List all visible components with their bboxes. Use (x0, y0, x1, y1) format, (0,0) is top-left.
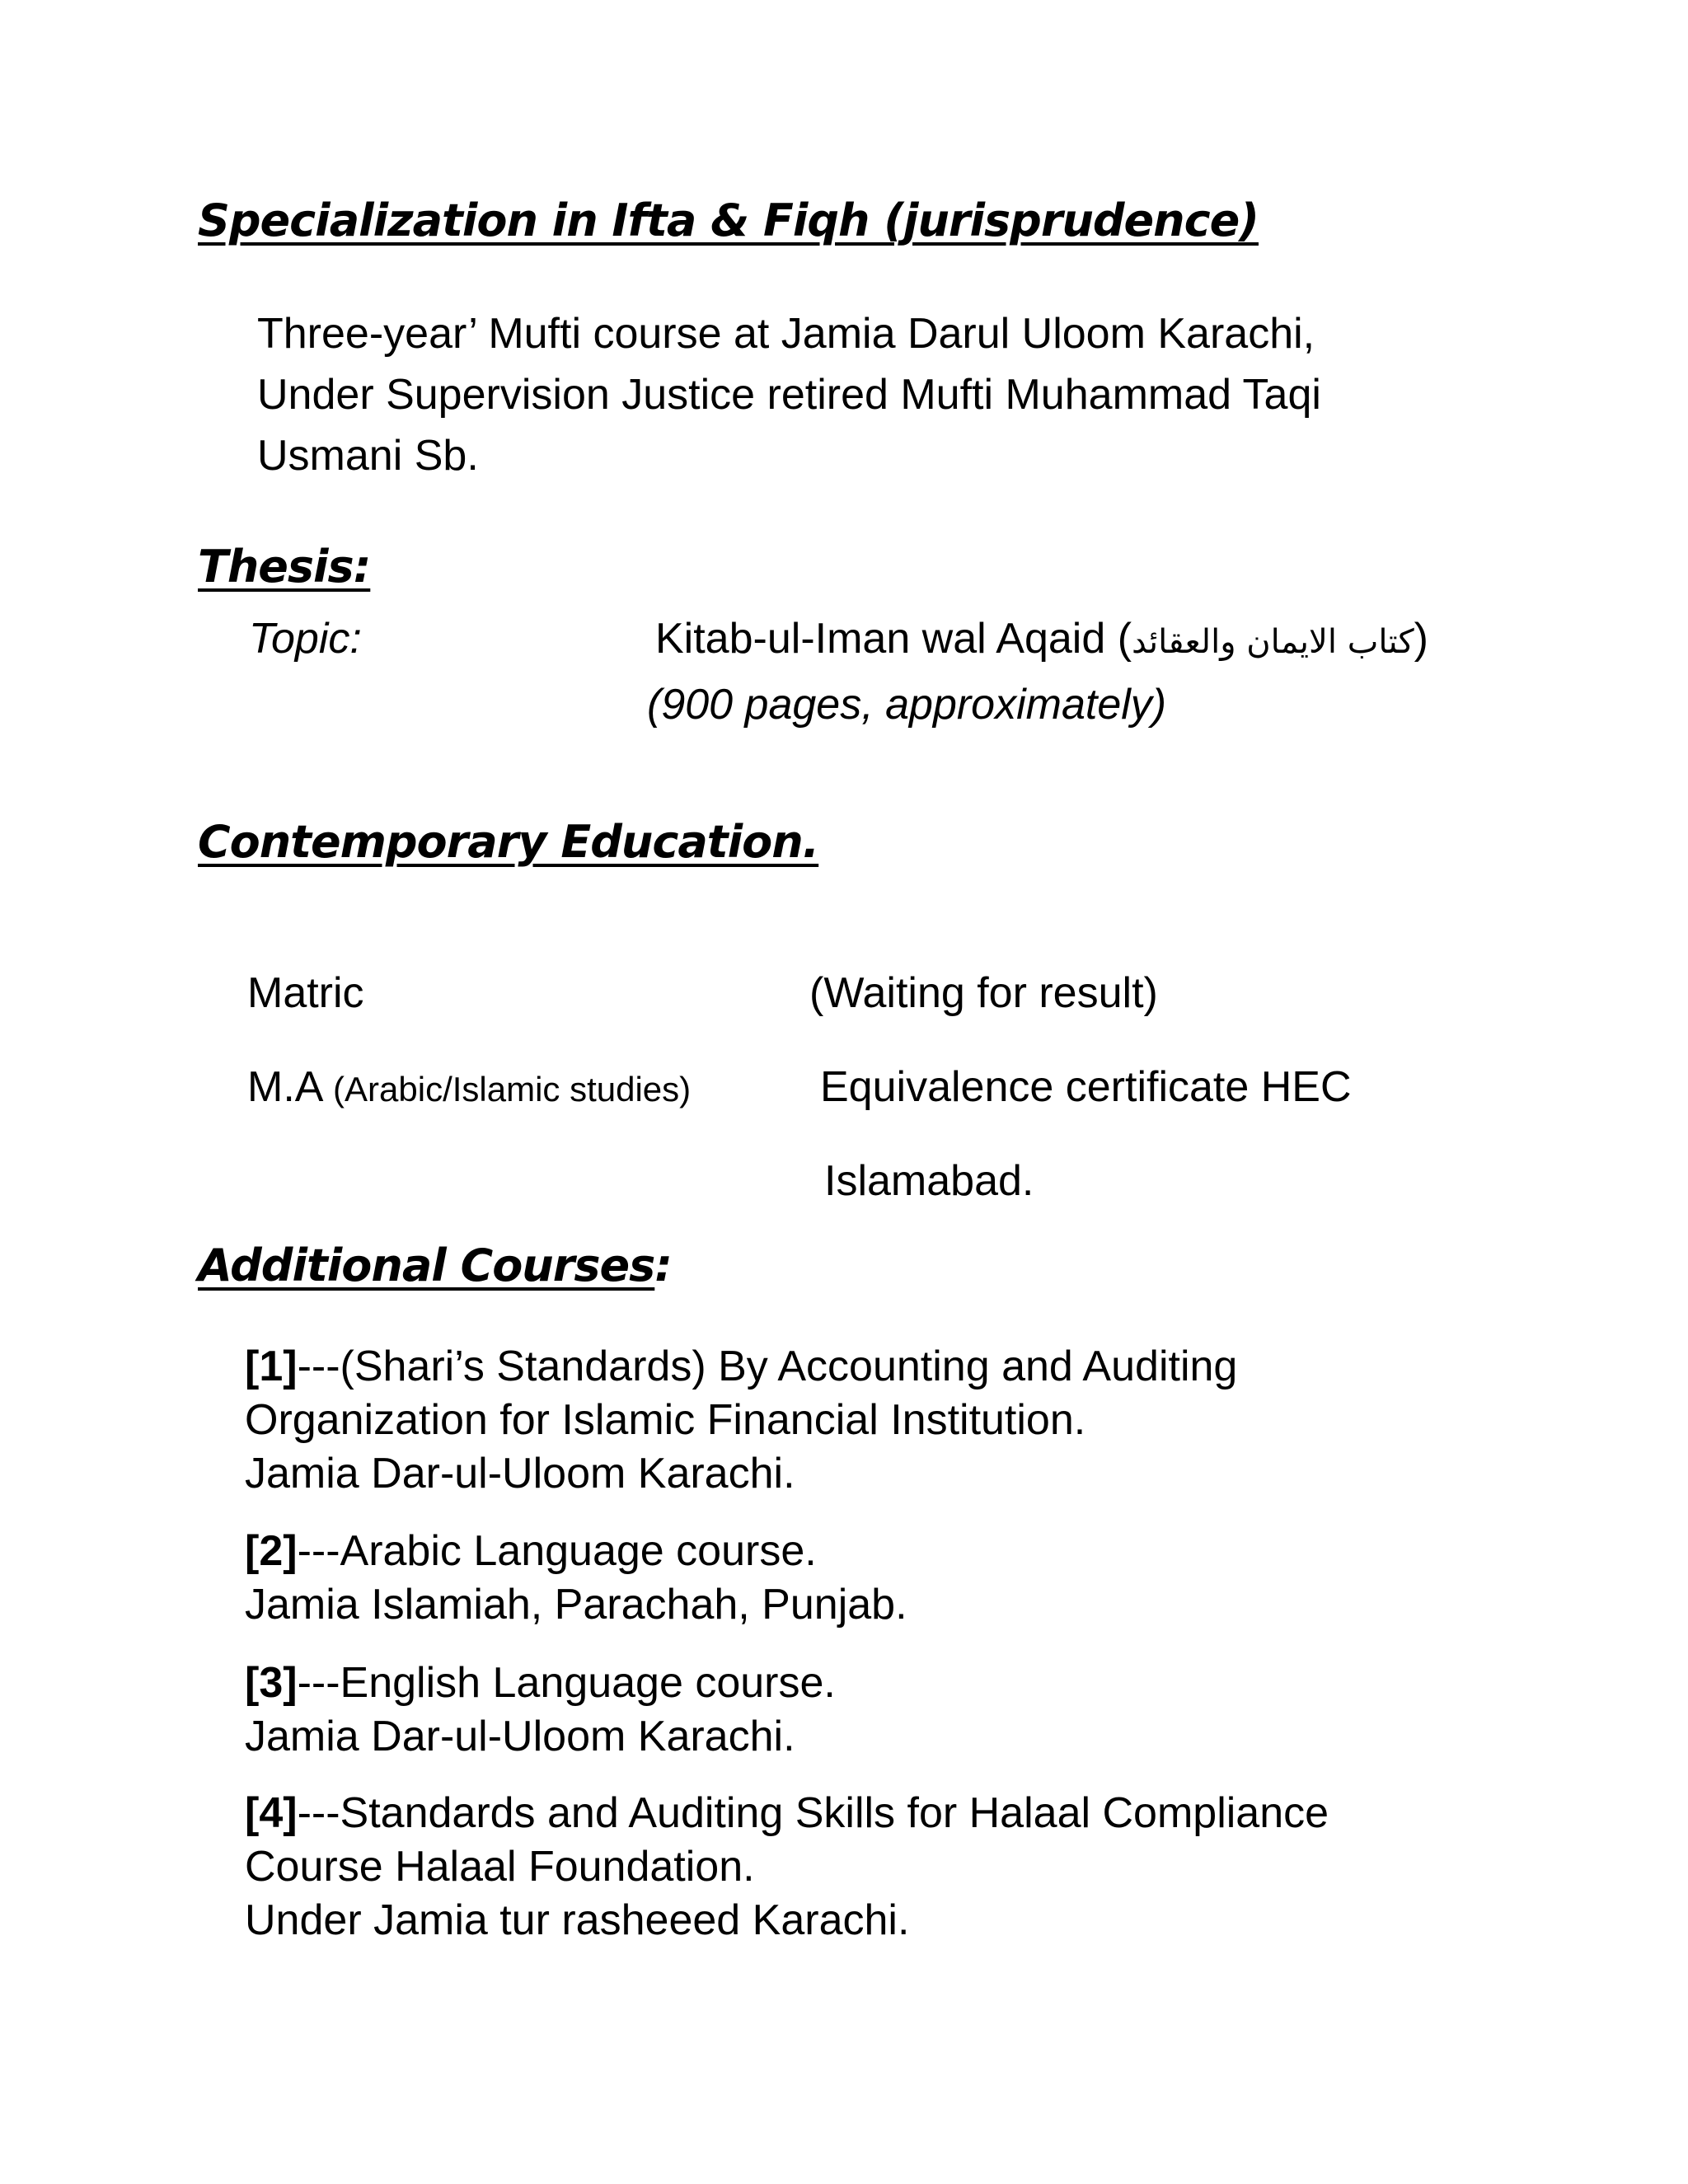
ma-subject: (Arabic/Islamic studies) (333, 1070, 692, 1108)
course-line: Course Halaal Foundation. (245, 1843, 755, 1891)
additional-heading-wrap (198, 1240, 672, 1291)
ifta-description (257, 303, 1321, 486)
additional-heading: Additional Courses (198, 1240, 655, 1291)
course-number: [1] (245, 1343, 298, 1390)
matric-value: (Waiting for result) (809, 969, 1158, 1017)
course-line: ---Standards and Auditing Skills for Halaal Compliance (297, 1789, 1329, 1837)
additional-heading-colon: : (654, 1240, 672, 1291)
thesis-topic-close: ) (1414, 615, 1428, 663)
ma-label (247, 1057, 691, 1120)
course-line: ---English Language course. (297, 1659, 836, 1707)
thesis-pages-note: (900 pages, approximately) (647, 681, 1167, 729)
thesis-topic-text: Kitab-ul-Iman wal Aqaid ( (655, 615, 1132, 663)
thesis-heading: Thesis: (198, 541, 371, 593)
course-item (245, 1787, 1329, 1947)
ma-value-line1: Equivalence certificate HEC (820, 1063, 1352, 1111)
ifta-heading: Specialization in Ifta & Fiqh (jurisprudence) (198, 194, 1259, 246)
course-line: Under Jamia tur rasheeed Karachi. (245, 1896, 910, 1944)
course-item (245, 1657, 836, 1764)
thesis-topic-value (655, 608, 1428, 673)
course-item (245, 1340, 1237, 1501)
course-number: [2] (245, 1527, 298, 1575)
thesis-topic-urdu: کتاب الایمان والعقائد (1132, 623, 1414, 661)
course-line: Jamia Dar-ul-Uloom Karachi. (245, 1450, 795, 1497)
contemporary-heading: Contemporary Education. (198, 816, 819, 868)
course-line: Jamia Dar-ul-Uloom Karachi. (245, 1713, 795, 1760)
course-number: [4] (245, 1789, 298, 1837)
course-number: [3] (245, 1659, 298, 1707)
course-line: ---(Shari’s Standards) By Accounting and Auditing (297, 1343, 1238, 1390)
course-line: Organization for Islamic Financial Institution. (245, 1396, 1086, 1444)
thesis-topic-label: Topic: (249, 615, 362, 663)
course-line: ---Arabic Language course. (297, 1527, 817, 1575)
ifta-line: Usmani Sb. (257, 432, 479, 480)
course-item (245, 1525, 907, 1632)
ma-value-line2: Islamabad. (824, 1157, 1034, 1205)
ifta-line: Three-year’ Mufti course at Jamia Darul Uloom Karachi, (257, 310, 1315, 358)
course-line: Jamia Islamiah, Parachah, Punjab. (245, 1581, 907, 1629)
matric-label: Matric (247, 969, 364, 1017)
ifta-line: Under Supervision Justice retired Mufti Muhammad Taqi (257, 371, 1321, 419)
ma-degree: M.A (247, 1063, 321, 1111)
